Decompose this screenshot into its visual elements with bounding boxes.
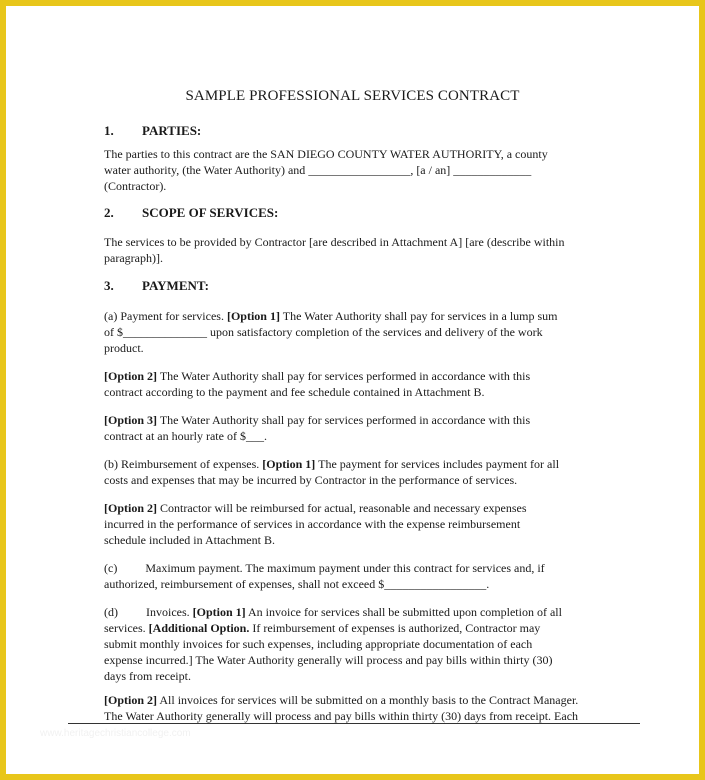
option-label: [Additional Option. — [148, 621, 250, 635]
text-line: expense incurred.] The Water Authority generally will process and pay bills within thirty (30) — [104, 653, 553, 667]
payment-option3-paragraph — [104, 412, 604, 444]
text-line: of $ — [104, 325, 123, 339]
text-line: paragraph)]. — [104, 251, 163, 265]
text-line: The parties to this contract are the SAN DIEGO COUNTY WATER AUTHORITY, a county — [104, 147, 548, 161]
section-title: PARTIES: — [142, 123, 202, 138]
blank-field: _____________ — [453, 163, 532, 177]
text-line: product. — [104, 341, 144, 355]
text-line: costs and expenses that may be incurred by Contractor in the performance of services. — [104, 473, 518, 487]
text-line: Maximum payment. The maximum payment under this contract for services and, if — [145, 561, 545, 575]
text-line: , [a / an] — [410, 163, 451, 177]
text-line: The services to be provided by Contractor [are described in Attachment A] [are (describe within — [104, 235, 565, 249]
text-line: Invoices. — [146, 605, 190, 619]
invoices-option2-paragraph — [104, 692, 604, 724]
option-label: [Option 2] — [104, 501, 158, 515]
blank-field: _________________ — [384, 577, 487, 591]
text-line: schedule included in Attachment B. — [104, 533, 275, 547]
text-line: contract at an hourly rate of $___. — [104, 429, 267, 443]
section-heading-scope — [104, 205, 278, 221]
page-footer-rule — [68, 723, 640, 724]
blank-field: _________________ — [308, 163, 411, 177]
option-label: [Option 2] — [104, 369, 158, 383]
section-number: 3. — [104, 278, 114, 293]
text-line: All invoices for services will be submitted on a monthly basis to the Contract Manager. — [159, 693, 579, 707]
text-line: The Water Authority generally will process and pay bills within thirty (30) days from receipt. Each — [104, 709, 579, 723]
reimbursement-option2-paragraph — [104, 500, 604, 548]
option-label: [Option 1] — [226, 309, 280, 323]
text-line: days from receipt. — [104, 669, 191, 683]
option-label: [Option 3] — [104, 413, 158, 427]
text-line: authorized, reimbursement of expenses, shall not exceed $ — [104, 577, 385, 591]
maximum-payment-paragraph — [104, 560, 604, 592]
payment-option2-paragraph — [104, 368, 604, 400]
scope-paragraph — [104, 234, 604, 266]
blank-field: ______________ — [123, 325, 207, 339]
invoices-paragraph — [104, 604, 604, 684]
text-line: The payment for services includes payment for all — [318, 457, 560, 471]
reimbursement-paragraph — [104, 456, 604, 488]
parties-paragraph — [104, 146, 604, 194]
text-line: incurred in the performance of services in accordance with the expense reimbursement — [104, 517, 521, 531]
section-title: SCOPE OF SERVICES: — [142, 205, 279, 220]
item-label: (d) — [104, 605, 118, 619]
text-line: Contractor will be reimbursed for actual, reasonable and necessary expenses — [160, 501, 527, 515]
item-label: (c) — [104, 561, 118, 575]
watermark: www.heritagechristiancollege.com — [40, 728, 191, 739]
section-title: PAYMENT: — [142, 278, 209, 293]
option-label: [Option 1] — [192, 605, 246, 619]
text-line: water authority, (the Water Authority) and — [104, 163, 306, 177]
section-heading-payment — [104, 278, 209, 294]
section-number: 1. — [104, 123, 114, 138]
text-line: The Water Authority shall pay for services performed in accordance with this — [159, 369, 531, 383]
text-line: (Contractor). — [104, 179, 167, 193]
text-line: If reimbursement of expenses is authorized, Contractor may — [252, 621, 541, 635]
document-page — [6, 6, 699, 774]
document-title: SAMPLE PROFESSIONAL SERVICES CONTRACT — [185, 88, 520, 104]
text-line: submit monthly invoices for such expenses, including appropriate documentation of each — [104, 637, 533, 651]
text-line: upon satisfactory completion of the services and delivery of the work — [210, 325, 543, 339]
text-line: . — [486, 577, 490, 591]
section-number: 2. — [104, 205, 114, 220]
option-label: [Option 2] — [104, 693, 158, 707]
payment-services-paragraph — [104, 308, 604, 356]
text-line: services. — [104, 621, 146, 635]
text-line: contract according to the payment and fee schedule contained in Attachment B. — [104, 385, 485, 399]
text-line: (a) Payment for services. — [104, 309, 224, 323]
text-line: The Water Authority shall pay for services in a lump sum — [282, 309, 558, 323]
text-line: (b) Reimbursement of expenses. — [104, 457, 260, 471]
section-heading-parties — [104, 123, 201, 139]
text-line: The Water Authority shall pay for services performed in accordance with this — [159, 413, 531, 427]
option-label: [Option 1] — [262, 457, 316, 471]
text-line: An invoice for services shall be submitted upon completion of all — [248, 605, 562, 619]
